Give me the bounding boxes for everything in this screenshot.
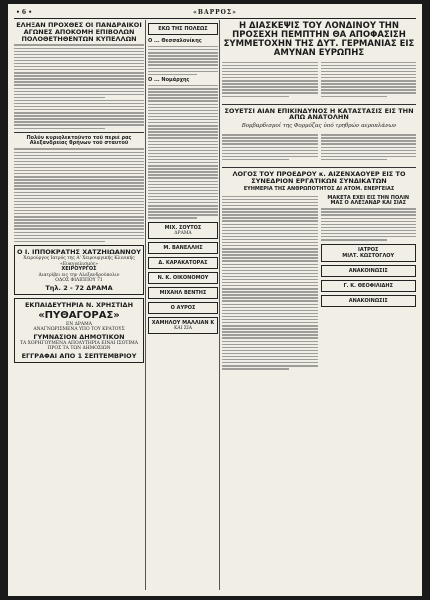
doctor-specialty: ΧΕΙΡΟΥΡΓΟΣ <box>61 266 97 273</box>
side-headline: ΜΑΚΕΤΑ ΕΧΕΙ ΕΙΣ ΤΗΝ ΠΟΛΙΝ ΜΑΣ Ο ΑΛΕΞΑΝΔΡ ΚΑΙ ΣΙΑΣ <box>327 194 410 207</box>
divider <box>222 167 416 168</box>
school-footer: ΕΓΓΡΑΦΑΙ ΑΠΟ 1 ΣΕΠΤΕΜΒΡΙΟΥ <box>21 351 137 360</box>
ad-soutos <box>148 222 218 239</box>
school-brand: «ΠΥΘΑΓΟΡΑΣ» <box>38 309 120 321</box>
page-number: • 6 • <box>16 9 33 16</box>
school-sections: ΓΥΜΝΑΣΙΟΝ ΔΗΜΟΤΙΚΟΝ <box>33 332 125 341</box>
doctor-ad <box>14 245 144 295</box>
headline-games: ΕΛΗΞΑΝ ΠΡΟΧΘΕΣ ΟΙ ΠΑΝΔΡΑΙΚΟΙ ΑΓΩΝΕΣ ΑΠΟΚΟΜΗ ΕΠΙΒΟΛΩΝ ΠΟΛΟΘΕΤΗΘΕΝΤΩΝ ΚΥΠΕΛΛΩΝ <box>16 21 142 43</box>
school-ad <box>14 298 144 363</box>
doctor-kostoglou-ad <box>321 244 417 262</box>
column-middle <box>148 20 218 590</box>
column-rule <box>145 20 146 590</box>
lead-body-2 <box>321 62 417 99</box>
second-article <box>222 132 416 164</box>
third-headline: ΛΟΓΟΣ ΤΟΥ ΠΡΟΕΔΡΟΥ κ. ΑΙΖΕΝΧΑΟΥΕΡ ΕΙΣ ΤΟ ΣΥΝΕΔΡΙΟΝ ΕΡΓΑΤΙΚΩΝ ΣΥΝΔΙΚΑΤΩΝ <box>232 169 406 185</box>
announcement-2-title: ΑΝΑΚΟΙΝΩΣΙΣ <box>348 297 388 304</box>
ad-soutos-title: ΜΙΧ. ΣΟΥΤΟΣ <box>164 224 202 231</box>
column-right <box>222 20 416 590</box>
doctor-kostoglou-name: ΜΙΛΤ. ΚΩΣΤΟΓΛΟΥ <box>342 252 395 259</box>
sub-head-2: Ο ... Νομάρχης <box>148 77 190 84</box>
doctor-phone: Τηλ. 2 - 72 ΔΡΑΜΑ <box>45 283 113 292</box>
right-subcolumn <box>321 194 417 373</box>
school-accreditation: ΑΝΑΓΝΩΡΙΣΜΕΝΑ ΥΠΟ ΤΟΥ ΚΡΑΤΟΥΣ <box>33 327 125 333</box>
ad-ventis-title: ΜΙΧΑΗΛ ΒΕΝΤΗΣ <box>159 289 207 296</box>
newspaper-page <box>8 4 422 596</box>
second-body-1 <box>222 134 318 162</box>
sub-head-1: Ο ... Θεσσαλονίκης <box>148 38 202 44</box>
lead-headline: Η ΔΙΑΣΚΕΨΙΣ ΤΟΥ ΛΟΝΔΙΝΟΥ ΤΗΝ ΠΡΟΣΕΧΗ ΠΕΜΠΤΗΝ ΘΑ ΑΠΟΦΑΣΙΣΗ ΣΥΜΜΕΤΟΧΗΝ ΤΗΣ ΔΥΤ. ΓΕΡΜΑΝΙΑΣ ΕΙΣ ΑΜΥΝΑΝ ΕΥΡΩΠΗΣ <box>223 21 415 58</box>
doctor-line-2: Διατρίβει εις την Αλεξανδρούπολιν <box>38 272 120 278</box>
second-subhead: Βομβαρδισμοί της Φορμόζας ὑπό τρηθρών αεροπλάνων <box>241 123 397 130</box>
ad-soutos-city: ΔΡΑΜΑ <box>174 230 192 236</box>
divider <box>14 132 144 133</box>
announcement-2 <box>321 295 417 307</box>
side-body <box>321 208 417 240</box>
ad-oikonomou-title: Ν. Κ. ΟΙΚΟΝΟΜΟΥ <box>157 274 209 281</box>
ad-avros <box>148 302 218 314</box>
ad-vanellis <box>148 242 218 254</box>
ad-theofilidis <box>321 280 417 292</box>
divider <box>222 104 416 105</box>
ad-mallian-sub: ΚΑΙ ΣΙΑ <box>173 325 193 331</box>
ad-mallian <box>148 317 218 334</box>
school-notice: ΤΑ ΧΟΡΗΓΟΥΜΕΝΑ ΑΠΟΛΥΤΗΡΙΑ ΕΙΝΑΙ ΙΣΟΤΙΜΑ ΠΡΟΣ ΤΑ ΤΩΝ ΔΗΜΟΣΙΩΝ <box>19 340 139 352</box>
announcement-1 <box>321 265 417 277</box>
ad-vanellis-title: Μ. ΒΑΝΕΛΛΗΣ <box>163 244 203 251</box>
headline-mid: Πολύν κυριολεκτοῦντο τοῦ περιέ ρας Αλεξανδρείας θρήνων τοῦ σταυτοῦ <box>26 134 132 147</box>
third-body-1 <box>222 196 318 371</box>
ad-avros-title: Ο ΑΥΡΟΣ <box>170 304 196 311</box>
second-body-2 <box>321 134 417 162</box>
third-article <box>222 194 416 373</box>
school-city: ΕΝ ΔΡΑΜΑ <box>65 321 93 327</box>
ad-karakatoras-title: Δ. ΚΑΡΑΚΑΤΟΡΑΣ <box>158 259 208 266</box>
paper-name: «ΒΑΡΡΟΣ» <box>193 9 237 16</box>
article-body-b2 <box>148 85 218 219</box>
third-subhead: ΕΥΗΜΕΡΙΑ ΤΗΣ ΑΝΘΡΩΠΟΤΗΤΟΣ ΔΙ ΑΤΟΜ. ΕΝΕΡΓΕΙΑΣ <box>243 185 395 192</box>
article-body-2 <box>14 148 144 242</box>
ad-oikonomou <box>148 272 218 284</box>
city-box <box>148 23 218 35</box>
lead-body-1 <box>222 62 318 99</box>
column-left <box>14 20 144 590</box>
column-rule <box>219 20 220 590</box>
masthead <box>14 8 416 19</box>
doctor-address: ΟΔΟΣ ΦΙΛΙΠΠΟΥ 71 <box>55 278 103 284</box>
city-box-title: ΕΚΩ ΤΗΣ ΠΟΛΕΩΣ <box>158 26 208 32</box>
ad-mallian-title: ΧΑΜΗΛΟΥ ΜΑΛΛΙΑΝ Κ <box>151 319 215 326</box>
doctor-name: Ο Ι. ΙΠΠΟΚΡΑΤΗΣ ΧΑΤΖΗΙΩΑΝΝΟΥ <box>17 248 141 257</box>
doctor-kostoglou-title: ΙΑΤΡΟΣ <box>358 246 379 253</box>
doctor-line: Χειρούργος Ιατρός της Α' Χειρουργικής Κλινικής «Ευαγγελισμός» <box>23 256 135 267</box>
ad-theofilidis-title: Γ. Κ. ΘΕΟΦΙΛΙΔΗΣ <box>343 282 394 289</box>
article-body-b1 <box>148 46 218 75</box>
announcement-1-title: ΑΝΑΚΟΙΝΩΣΙΣ <box>348 267 388 274</box>
second-headline: ΣΟΥΕΤΣΙ ΑΙΑΝ ΕΠΙΚΙΝΔΥΝΟΣ Η ΚΑΤΑΣΤΑΣΙΣ ΕΙΣ ΤΗΝ ΑΠΩ ΑΝΑΤΟΛΗΝ <box>224 106 414 122</box>
ad-ventis <box>148 287 218 299</box>
ad-karakatoras <box>148 257 218 269</box>
school-name: ΕΚΠΑΙΔΕΥΤΗΡΙΑ Ν. ΧΡΗΣΤΙΔΗ <box>24 300 134 309</box>
lead-article <box>222 60 416 101</box>
article-body <box>14 44 144 129</box>
